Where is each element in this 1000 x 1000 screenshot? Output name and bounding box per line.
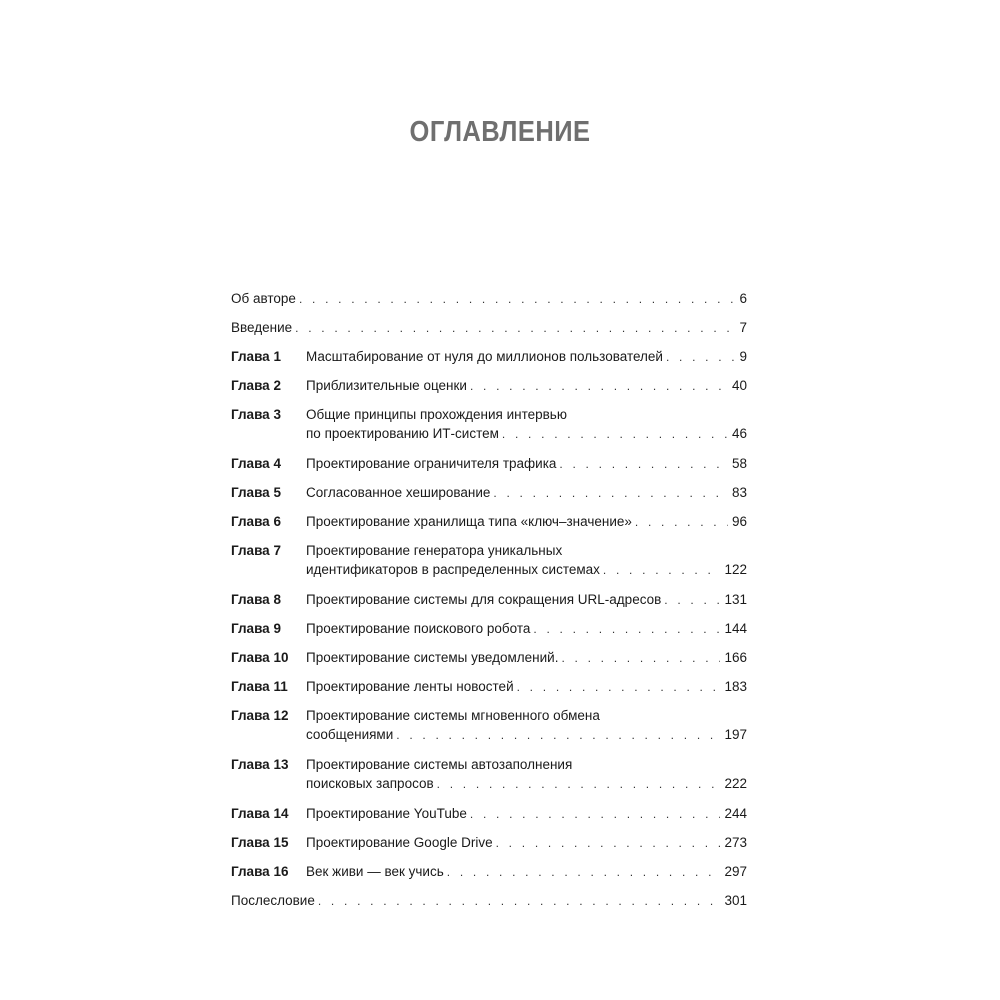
entry-body [306,706,747,745]
entry-title-line: Проектирование ленты новостей [306,677,517,696]
page-number: 197 [724,727,747,742]
toc-entry [231,590,747,610]
page-number: 40 [731,378,747,393]
page-number: 122 [724,562,747,577]
dot-leader [635,513,728,532]
chapter-label: Глава 13 [231,757,289,772]
dot-leader [447,863,721,882]
entry-title-line: поисковых запросов [306,774,437,793]
toc-entry [231,862,747,882]
entry-body [306,677,747,697]
page-number: 166 [724,650,747,665]
page-number: 46 [731,426,747,441]
entry-title-line: Проектирование системы автозаполнения [306,757,573,772]
entry-body [306,833,747,853]
toc-entry [231,376,747,396]
page-number: 301 [724,893,747,908]
toc-entry [231,347,747,367]
dot-leader [396,726,720,745]
page-number: 6 [739,291,747,306]
page-number: 131 [724,592,747,607]
chapter-label: Глава 7 [231,543,281,558]
page-number: 144 [724,621,747,636]
entry-body [306,405,747,444]
chapter-label: Глава 1 [231,349,281,364]
entry-title-line: Масштабирование от нуля до миллионов пользователей [306,347,666,366]
chapter-label: Глава 15 [231,835,289,850]
chapter-label: Глава 9 [231,621,281,636]
chapter-label: Глава 4 [231,456,281,471]
entry-title-line: Проектирование системы для сокращения URL-адресов [306,590,664,609]
toc-entry [231,706,747,745]
dot-leader [517,678,721,697]
page-number: 7 [739,320,747,335]
chapter-label: Глава 16 [231,864,289,879]
entry-body [306,648,747,668]
entry-title-line: Век живи — век учись [306,862,447,881]
toc-entry [231,891,747,911]
dot-leader [299,290,736,309]
entry-title-line: по проектированию ИТ-систем [306,424,502,443]
chapter-label: Глава 3 [231,407,281,422]
entry-body [306,483,747,503]
dot-leader [561,649,720,668]
entry-title-line: Приблизительные оценки [306,376,470,395]
entry-body [306,376,747,396]
dot-leader [559,455,728,474]
dot-leader [666,348,736,367]
page-number: 297 [724,864,747,879]
toc-entry [231,289,747,309]
chapter-label: Глава 11 [231,679,288,694]
entry-title-line: Введение [231,318,295,337]
entry-body [306,619,747,639]
toc-entry [231,755,747,794]
entry-body [306,755,747,794]
dot-leader [533,620,720,639]
page-number: 273 [724,835,747,850]
dot-leader [437,775,721,794]
toc-entry [231,833,747,853]
entry-body [306,347,747,367]
toc-entry [231,454,747,474]
toc-entry [231,512,747,532]
entry-title-line: Проектирование системы мгновенного обмена [306,708,600,723]
page-number: 58 [731,456,747,471]
page-number: 9 [739,349,747,364]
entry-title-line: сообщениями [306,725,396,744]
entry-body [306,590,747,610]
chapter-label: Глава 12 [231,708,289,723]
chapter-label: Глава 5 [231,485,281,500]
page-number: 244 [724,806,747,821]
entry-title-line: Проектирование генератора уникальных [306,543,563,558]
toc-entry [231,483,747,503]
entry-title-line: Проектирование поискового робота [306,619,533,638]
entry-body [306,862,747,882]
toc-entry [231,318,747,338]
dot-leader [603,561,721,580]
entry-title-line: Проектирование хранилища типа «ключ–значение» [306,512,635,531]
entry-title-line: Общие принципы прохождения интервью [306,407,567,422]
entry-title-line: Об авторе [231,289,299,308]
chapter-label: Глава 14 [231,806,289,821]
entry-body [231,891,747,911]
dot-leader [664,591,720,610]
page-number: 183 [724,679,747,694]
entry-title-line: Проектирование ограничителя трафика [306,454,559,473]
entry-title-line: Проектирование Google Drive [306,833,496,852]
chapter-label: Глава 8 [231,592,281,607]
toc-entry [231,619,747,639]
chapter-label: Глава 10 [231,650,289,665]
page-number: 96 [731,514,747,529]
toc-entry [231,677,747,697]
dot-leader [470,377,728,396]
dot-leader [493,484,728,503]
toc-entry [231,804,747,824]
entry-body [231,289,747,309]
entry-body [306,804,747,824]
chapter-label: Глава 2 [231,378,281,393]
page-number: 222 [724,776,747,791]
entry-body [231,318,747,338]
entry-title-line: Согласованное хеширование [306,483,493,502]
entry-body [306,541,747,580]
toc-entry [231,405,747,444]
entry-body [306,512,747,532]
entry-title-line: Проектирование системы уведомлений. [306,648,561,667]
entry-title-line: идентификаторов в распределенных системах [306,560,603,579]
dot-leader [502,425,728,444]
toc-entry [231,648,747,668]
entry-body [306,454,747,474]
table-of-contents [231,289,747,920]
chapter-label: Глава 6 [231,514,281,529]
entry-title-line: Проектирование YouTube [306,804,470,823]
page-number: 83 [731,485,747,500]
page-title: ОГЛАВЛЕНИЕ [409,116,591,148]
dot-leader [496,834,721,853]
dot-leader [295,319,735,338]
toc-entry [231,541,747,580]
dot-leader [318,892,721,911]
dot-leader [470,805,721,824]
entry-title-line: Послесловие [231,891,318,910]
